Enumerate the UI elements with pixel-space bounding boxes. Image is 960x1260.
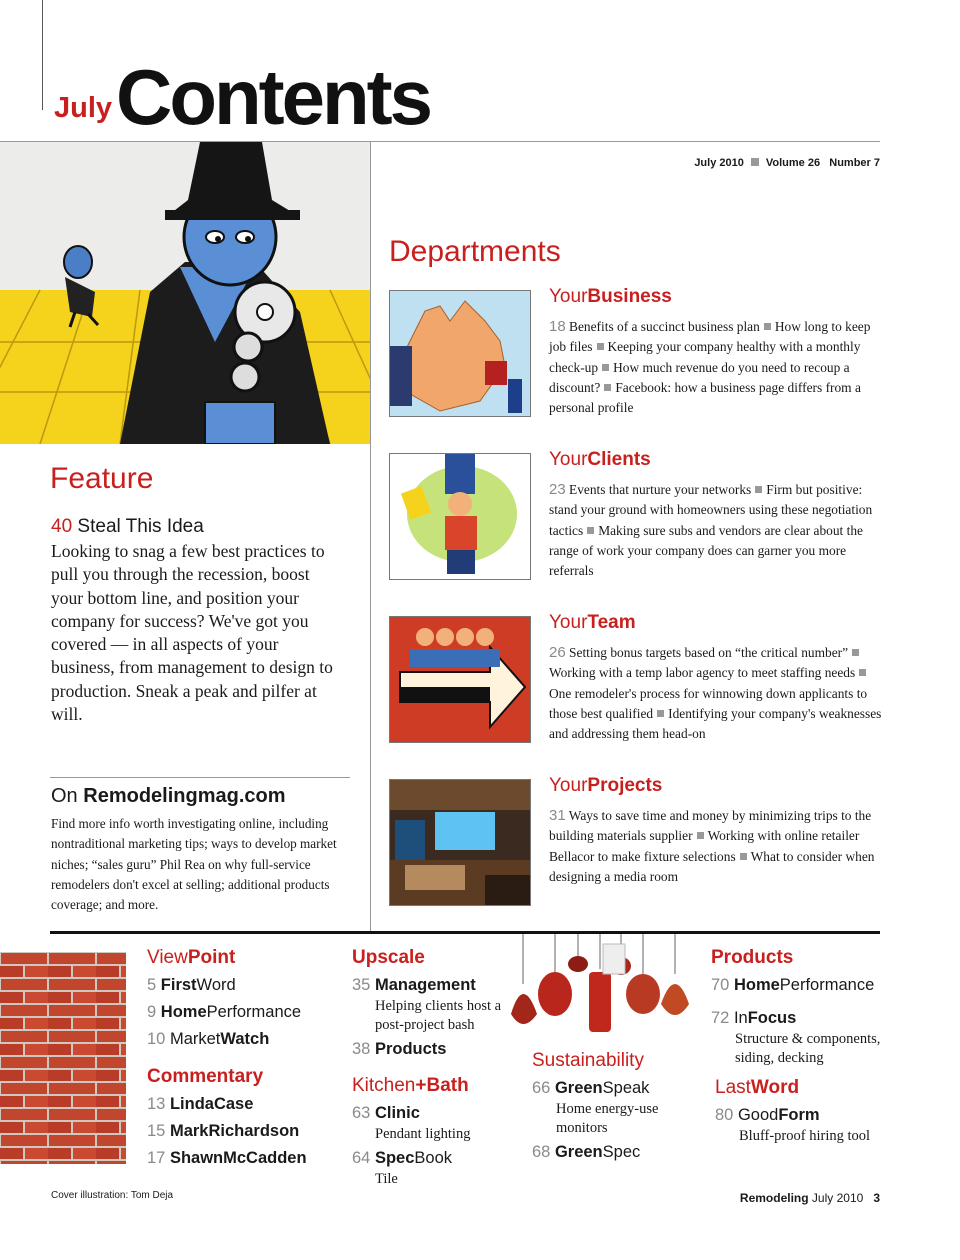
footer-issue: July 2010	[811, 1191, 864, 1205]
feature-entry[interactable]	[51, 516, 204, 538]
goodform-subtitle: Bluff-proof hiring tool	[739, 1128, 871, 1144]
page-title: Contents	[116, 53, 430, 141]
separator-square-icon	[597, 343, 604, 350]
separator-square-icon	[859, 669, 866, 676]
online-rule	[50, 777, 350, 778]
clinic-subtitle: Pendant lighting	[375, 1126, 471, 1142]
toc-item-clinic[interactable]: 63 Clinic	[352, 1104, 420, 1122]
header-vertical-rule	[42, 0, 43, 110]
toc-item-greenspeak[interactable]: 66 GreenSpeak	[532, 1079, 650, 1097]
separator-square-icon	[755, 486, 762, 493]
toc-item-lindacase[interactable]: 13 LindaCase	[147, 1095, 254, 1113]
online-heading	[51, 785, 286, 808]
separator-square-icon	[852, 649, 859, 656]
department-team-description: 26 Setting bonus targets based on “the critical number”Working with a temp labor agency to meet staffing needsOne remodeler's process for winnowing down applicants to those best qualified Identifying your company's weaknesses and addressing them head-on	[549, 644, 882, 742]
column-divider	[370, 142, 371, 932]
lastword-heading: LastWord	[715, 1077, 800, 1098]
cover-credit: Cover illustration: Tom Deja	[51, 1190, 174, 1201]
separator-square-icon	[764, 323, 771, 330]
separator-square-icon	[587, 527, 594, 534]
projects-photo	[389, 779, 531, 906]
sustainability-heading: Sustainability	[532, 1050, 644, 1071]
issue-volume: Volume 26	[765, 157, 821, 169]
brick-wall-photo	[0, 952, 126, 1164]
greenspeak-subtitle: Home energy-use monitors	[556, 1101, 659, 1136]
department-clients-title[interactable]: YourClients	[549, 449, 651, 470]
department-team-title[interactable]: YourTeam	[549, 612, 636, 633]
toc-item-infocus[interactable]: 72 InFocus	[711, 1009, 797, 1027]
toc-item-marketwatch[interactable]: 10 MarketWatch	[147, 1030, 270, 1048]
cover-illustration	[0, 142, 370, 444]
toc-item-products[interactable]: 38 Products	[352, 1040, 447, 1058]
toc-item-homeperformance-products[interactable]: 70 HomePerformance	[711, 976, 875, 994]
upscale-heading: Upscale	[352, 947, 425, 968]
feature-heading: Feature	[50, 462, 154, 495]
footer-magazine: Remodeling	[739, 1191, 809, 1205]
toc-item-goodform[interactable]: 80 GoodForm	[715, 1106, 820, 1124]
footer-page-number: 3	[873, 1191, 880, 1205]
specbook-subtitle: Tile	[375, 1171, 398, 1187]
toc-item-specbook[interactable]: 64 SpecBook	[352, 1149, 452, 1167]
feature-title: Steal This Idea	[77, 516, 204, 537]
department-projects-description: 31 Ways to save time and money by minimizing trips to the building materials supplier Working with online retailer Bellacor to make fixture selections What to consider when designing a media room	[549, 807, 875, 884]
issue-info	[560, 157, 880, 169]
bottom-rule	[50, 931, 880, 934]
infocus-subtitle: Structure & components, siding, decking	[735, 1031, 881, 1066]
separator-square-icon	[740, 853, 747, 860]
issue-number: Number 7	[829, 157, 880, 169]
commentary-heading: Commentary	[147, 1066, 264, 1087]
management-subtitle: Helping clients host a post-project bash	[375, 998, 502, 1033]
business-illustration	[389, 290, 531, 417]
kitchen-bath-heading: Kitchen+Bath	[352, 1075, 469, 1096]
separator-square-icon	[697, 832, 704, 839]
online-description: Find more info worth investigating online, including nontraditional marketing tips; ways to develop market niches; “sales guru” Phil Rea on why full-service remodelers don't excel at selling; additional products coverage; and more.	[51, 816, 337, 913]
feature-description: Looking to snag a few best practices to pull you through the recession, boost your bottom line, and position your company for success? We've got you covered — in all aspects of your business, from management to design to production. Sneak a peak and pilfer at will.	[51, 541, 333, 725]
separator-square-icon	[604, 384, 611, 391]
toc-item-management[interactable]: 35 Management	[352, 976, 476, 994]
feature-page-number: 40	[51, 516, 73, 537]
online-prefix: On	[51, 785, 78, 807]
issue-date: July 2010	[694, 157, 744, 169]
toc-item-shawnmccadden[interactable]: 17 ShawnMcCadden	[147, 1149, 307, 1167]
department-projects-title[interactable]: YourProjects	[549, 775, 663, 796]
separator-square-icon	[657, 710, 664, 717]
departments-heading: Departments	[389, 235, 561, 268]
viewpoint-heading: ViewPoint	[147, 947, 236, 968]
products-heading: Products	[711, 947, 794, 968]
team-illustration	[389, 616, 531, 743]
toc-item-greenspec[interactable]: 68 GreenSpec	[532, 1143, 641, 1161]
separator-square-icon	[751, 158, 759, 166]
online-site-link[interactable]: Remodelingmag.com	[83, 785, 286, 807]
department-business-description: 18 Benefits of a succinct business plan How long to keep job files Keeping your company healthy with a monthly check-up How much revenue do you need to recoup a discount? Facebook: how a business page differs from a personal profile	[549, 318, 871, 416]
department-business-title[interactable]: YourBusiness	[549, 286, 672, 307]
separator-square-icon	[602, 364, 609, 371]
toc-item-homeperformance[interactable]: 9 HomePerformance	[147, 1003, 302, 1021]
pendant-lamps-photo	[503, 934, 698, 1044]
title-month: July	[54, 92, 113, 124]
toc-item-markrichardson[interactable]: 15 MarkRichardson	[147, 1122, 300, 1140]
toc-item-firstword[interactable]: 5 FirstWord	[147, 976, 236, 994]
clients-illustration	[389, 453, 531, 580]
page-footer	[660, 1191, 880, 1205]
department-clients-description: 23 Events that nurture your networks Firm but positive: stand your ground with homeowners using these negotiation tactics Making sure subs and vendors are clear about the range of work your company does can garner you more referrals	[549, 481, 873, 579]
